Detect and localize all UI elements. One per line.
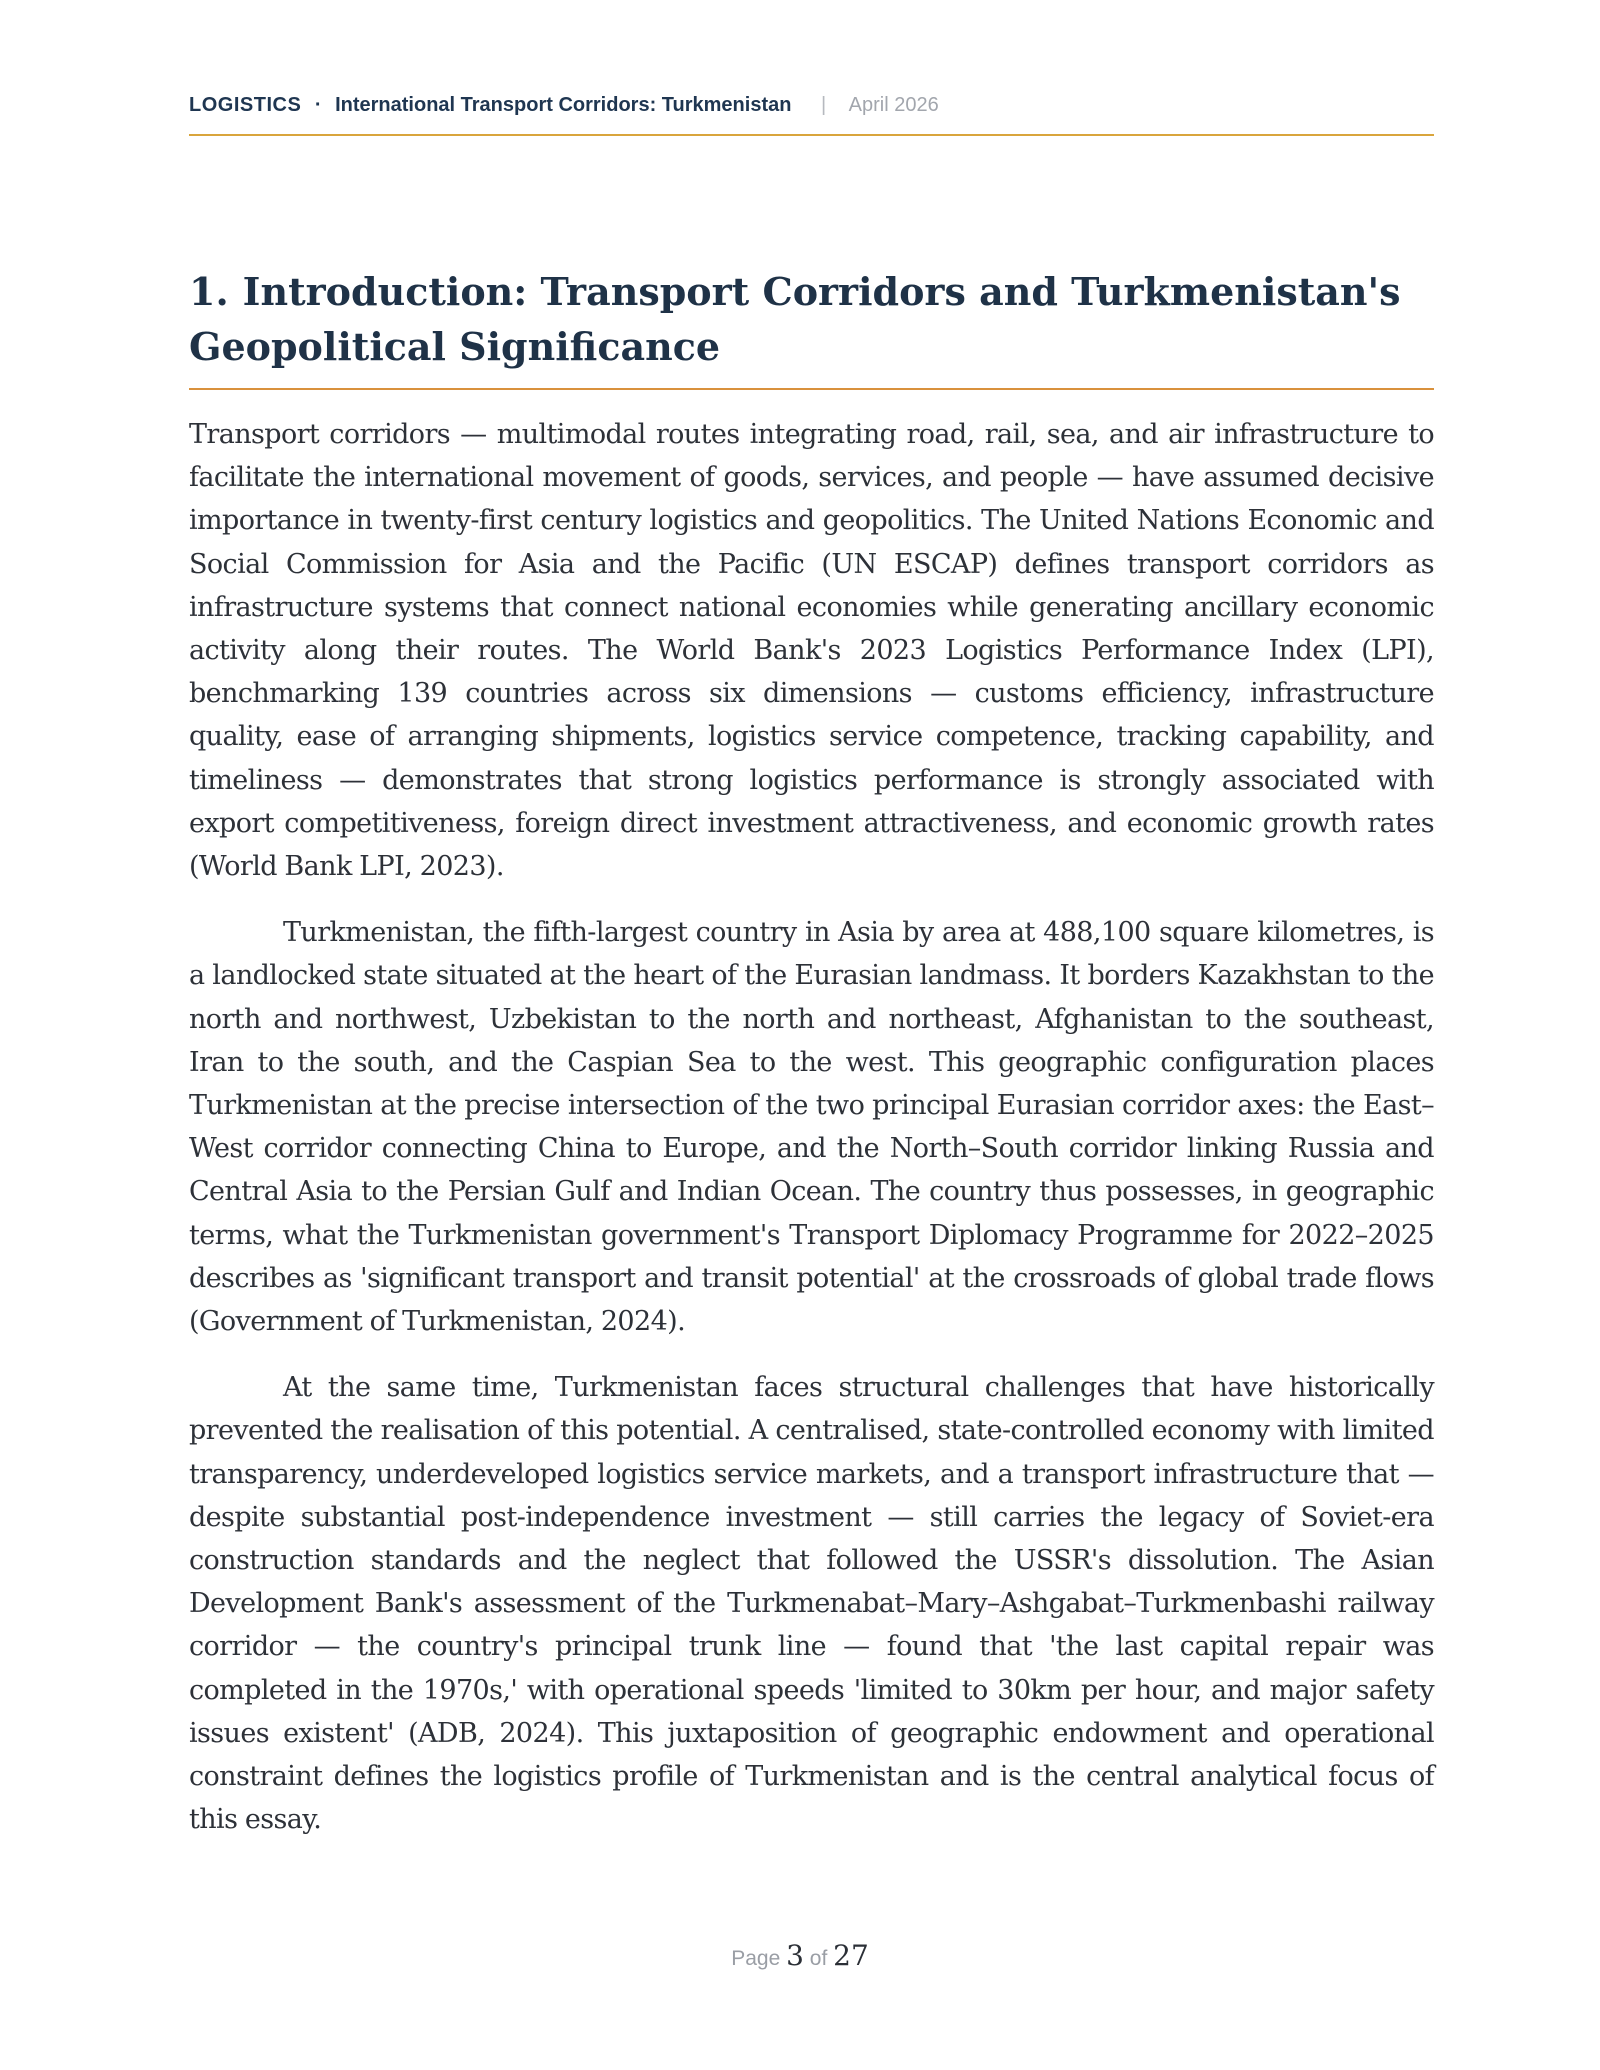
paragraph-2: Turkmenistan, the fifth-largest country in Asia by area at 488,100 square kilometres, is a landlocked state situated at the heart of the Eurasian landmass. It borders Kazakhstan to the north and northwest, Uzbekistan to the north and northeast, Afghanistan to the southeast, Iran to the south, and the Caspian Sea to the west. This geographic configuration places Turkmenistan at the precise intersection of the two principal Eurasian corridor axes: the East–West corridor connecting China to Europe, and the North–South corridor linking Russia and Central Asia to the Persian Gulf and Indian Ocean. The country thus possesses, in geographic terms, what the Turkmenistan government's Transport Diplomacy Programme for 2022–2025 describes as 'significant transport and transit potential' at the crossroads of global trade flows (Government of Turkmenistan, 2024). <box>189 917 1434 1338</box>
header-bar-separator: | <box>821 94 827 116</box>
section-heading <box>189 264 1434 390</box>
header-section-label: LOGISTICS <box>189 94 302 116</box>
paragraph-1: Transport corridors — multimodal routes integrating road, rail, sea, and air infrastructure to facilitate the international movement of goods, services, and people — have assumed decisive importance in twenty-first century logistics and geopolitics. The United Nations Economic and Social Commission for Asia and the Pacific (UN ESCAP) defines transport corridors as infrastructure systems that connect national economies while generating ancillary economic activity along their routes. The World Bank's 2023 Logistics Performance Index (LPI), benchmarking 139 countries across six dimensions — customs efficiency, infrastructure quality, ease of arranging shipments, logistics service competence, tracking capability, and timeliness — demonstrates that strong logistics performance is strongly associated with export competitiveness, foreign direct investment attractiveness, and economic growth rates (World Bank LPI, 2023). <box>189 419 1434 883</box>
page-number: 3 <box>786 1939 804 1972</box>
paragraph-3: At the same time, Turkmenistan faces structural challenges that have historically prevented the realisation of this potential. A centralised, state-controlled economy with limited transparency, underdeveloped logistics service markets, and a transport infrastructure that — despite substantial post-independence investment — still carries the legacy of Soviet-era construction standards and the neglect that followed the USSR's dissolution. The Asian Development Bank's assessment of the Turkmenabat–Mary–Ashgabat–Turkmenbashi railway corridor — the country's principal trunk line — found that 'the last capital repair was completed in the 1970s,' with operational speeds 'limited to 30km per hour, and major safety issues existent' (ADB, 2024). This juxtaposition of geographic endowment and operational constraint defines the logistics profile of Turkmenistan and is the central analytical focus of this essay. <box>189 1372 1434 1836</box>
total-pages: 27 <box>833 1939 869 1972</box>
page-label: Page <box>731 1947 781 1970</box>
section-number: 1. <box>189 269 229 314</box>
header-dot-separator: · <box>314 94 322 116</box>
header-date: April 2026 <box>848 94 939 116</box>
header-document-title: International Transport Corridors: Turkmenistan <box>335 94 792 116</box>
running-header <box>189 90 1434 136</box>
of-label: of <box>809 1947 828 1970</box>
body-text <box>189 413 1434 1865</box>
page-footer <box>0 1938 1600 1977</box>
section-title: Introduction: Transport Corridors and Turkmenistan's Geopolitical Significance <box>189 269 1401 369</box>
